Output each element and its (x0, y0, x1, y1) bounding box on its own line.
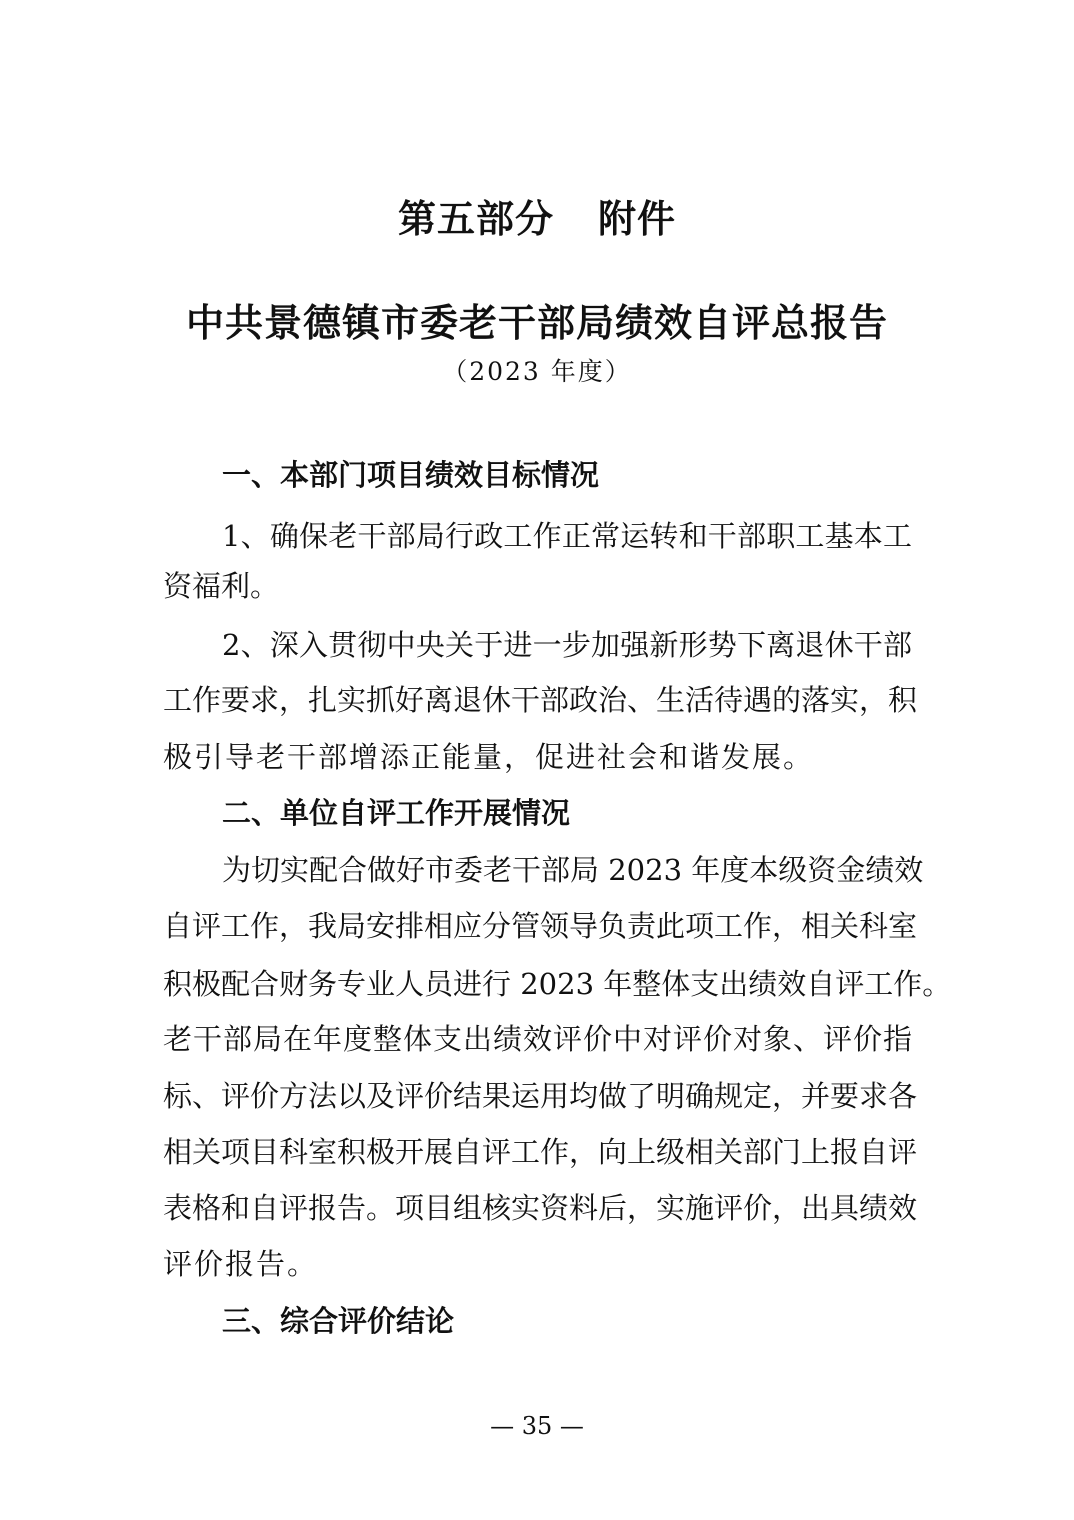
paragraph-line: 工作要求，扎实抓好离退休干部政治、生活待遇的落实，积 (163, 683, 918, 717)
paragraph-line: 标、评价方法以及评价结果运用均做了明确规定，并要求各 (163, 1079, 918, 1113)
paragraph-line: 极引导老干部增添正能量，促进社会和谐发展。 (163, 740, 815, 774)
paragraph-line: 积极配合财务专业人员进行 2023 年整体支出绩效自评工作。 (163, 967, 952, 1001)
paragraph-line: 相关项目科室积极开展自评工作，向上级相关部门上报自评 (163, 1135, 918, 1169)
paragraph-line: 自评工作，我局安排相应分管领导负责此项工作，相关科室 (163, 909, 918, 943)
paragraph-line: 资福利。 (163, 569, 280, 603)
part-name: 附件 (598, 196, 677, 241)
page-number: — 35 — (490, 1412, 584, 1440)
part-label: 第五部分 (397, 196, 554, 241)
paragraph-line: 1、确保老干部局行政工作正常运转和干部职工基本工 (222, 519, 912, 553)
section-heading: 二、单位自评工作开展情况 (222, 796, 571, 830)
part-title (0, 188, 1074, 243)
paragraph-line: 为切实配合做好市委老干部局 2023 年度本级资金绩效 (222, 853, 924, 887)
section-heading: 一、本部门项目绩效目标情况 (222, 458, 600, 492)
section-heading: 三、综合评价结论 (222, 1304, 455, 1338)
paragraph-line: 表格和自评报告。项目组核实资料后，实施评价，出具绩效 (163, 1191, 918, 1225)
report-year: （2023 年度） (442, 357, 632, 386)
paragraph-line: 2、深入贯彻中央关于进一步加强新形势下离退休干部 (222, 628, 912, 662)
paragraph-line: 评价报告。 (163, 1247, 319, 1281)
paragraph-line: 老干部局在年度整体支出绩效评价中对评价对象、评价指 (163, 1022, 912, 1056)
report-title: 中共景德镇市委老干部局绩效自评总报告 (185, 300, 888, 345)
